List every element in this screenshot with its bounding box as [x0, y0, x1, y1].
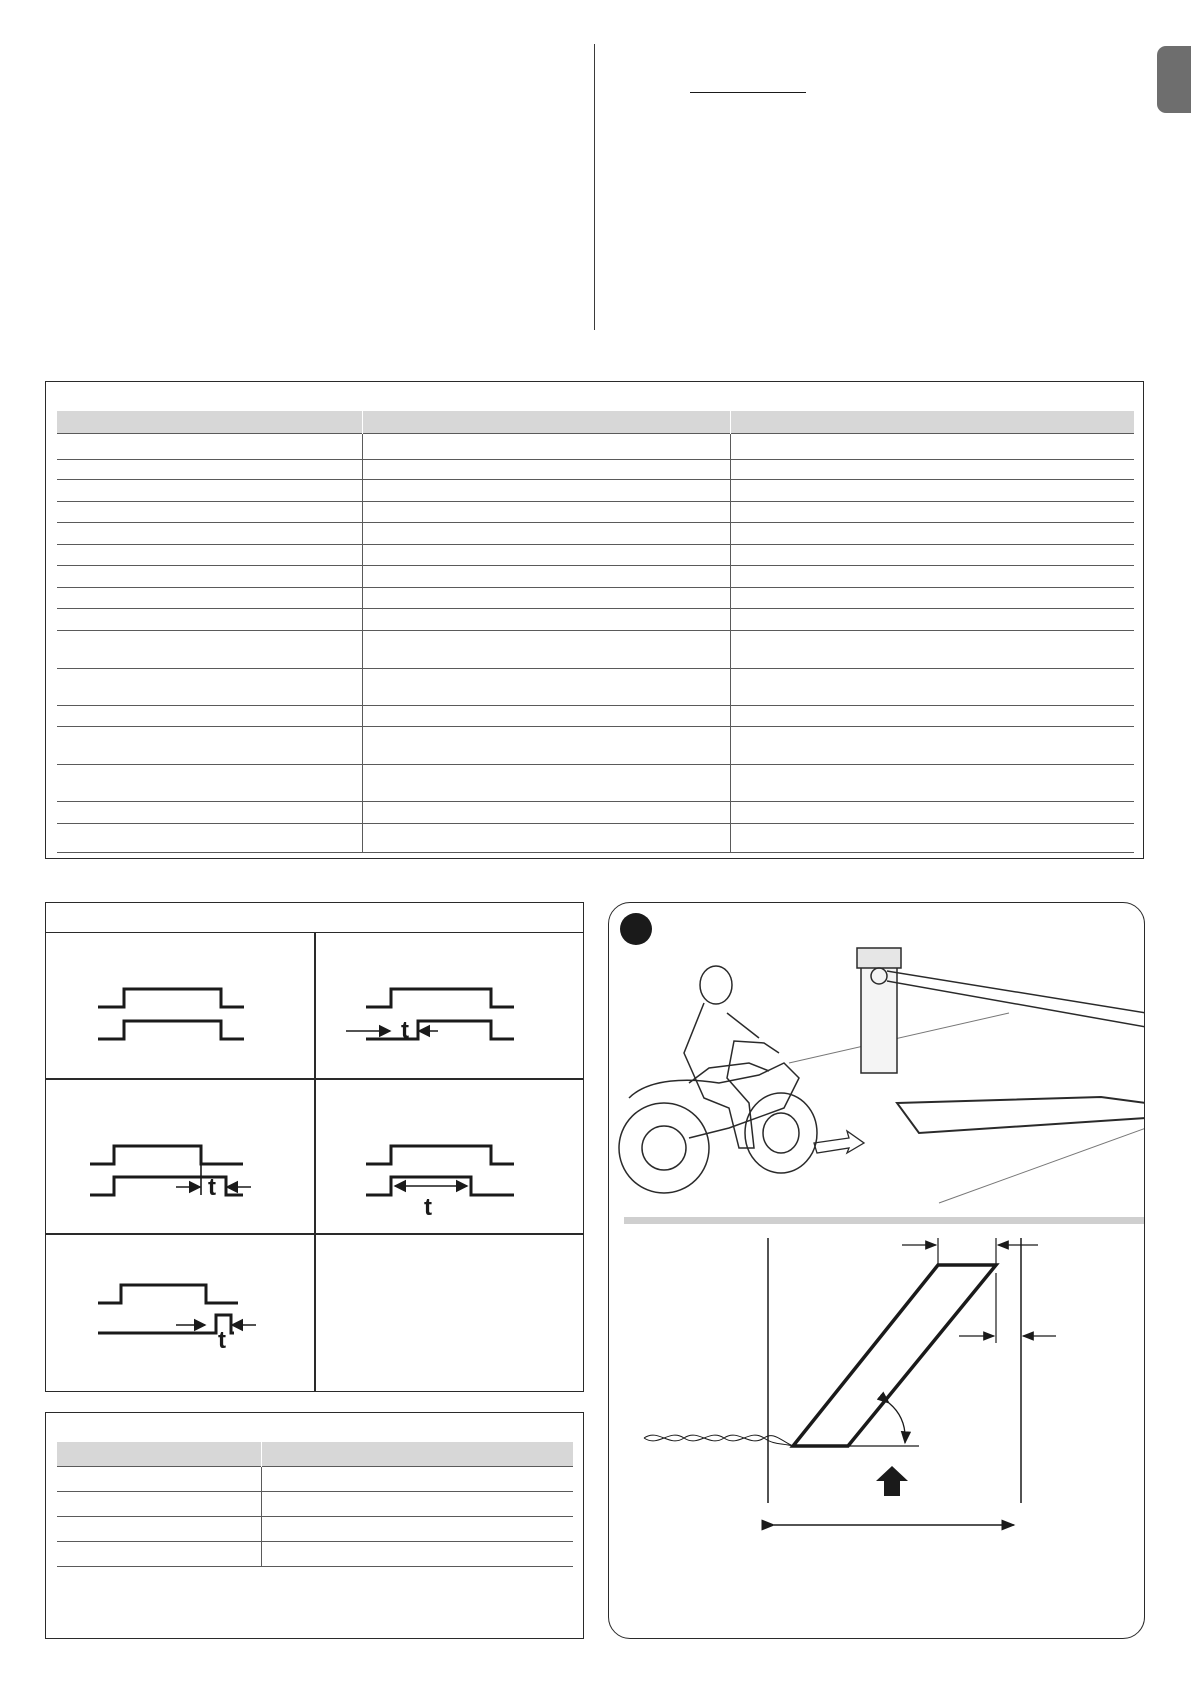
language-tab[interactable]: [1157, 46, 1191, 113]
table-row: [57, 434, 1134, 460]
up-arrow-icon: [876, 1466, 908, 1496]
timing-waveforms: [46, 933, 582, 1391]
specifications-panel: [45, 381, 1144, 859]
output-table: [57, 1442, 573, 1567]
table-row: [57, 1517, 573, 1542]
table-row: [57, 1492, 573, 1517]
motorcycle-scene: [619, 948, 1145, 1203]
column-divider: [594, 44, 595, 330]
table-row: [57, 669, 1134, 706]
table-row: [57, 727, 1134, 765]
table-header-cell: [261, 1442, 573, 1467]
figure-panel: [608, 902, 1145, 1639]
table-row: [57, 460, 1134, 480]
table-row: [57, 1542, 573, 1567]
time-label: t: [424, 1194, 432, 1221]
waveform-short-pulse: [366, 1146, 514, 1195]
rider: [684, 966, 779, 1148]
time-label: t: [208, 1174, 216, 1201]
waveform-in-phase: [98, 989, 244, 1039]
table-row: [57, 545, 1134, 566]
timing-diagrams-panel: [45, 902, 584, 1392]
waveform-pulse-after: [98, 1285, 238, 1333]
time-label: t: [218, 1327, 226, 1354]
time-label: t: [401, 1017, 409, 1044]
table-row: [57, 523, 1134, 545]
table-header-row: [57, 411, 1134, 434]
table-header-cell: [57, 411, 362, 434]
table-row: [57, 480, 1134, 502]
section-heading-underline: [690, 92, 806, 93]
table-header-cell: [730, 411, 1134, 434]
table-row: [57, 1467, 573, 1492]
specifications-table: [57, 411, 1134, 853]
figure-illustration: [609, 903, 1145, 1639]
table-row: [57, 824, 1134, 853]
waveform-delayed-end: [90, 1146, 243, 1195]
output-table-panel: [45, 1412, 584, 1639]
table-header-row: [57, 1442, 573, 1467]
table-row: [57, 609, 1134, 631]
loop-layout-diagram: [644, 1238, 1056, 1525]
table-header-cell: [362, 411, 730, 434]
table-row: [57, 802, 1134, 824]
motorcycle: [619, 1063, 817, 1193]
barrier-cabinet: [857, 948, 901, 1073]
timing-diagrams-header: [46, 903, 583, 933]
table-row: [57, 588, 1134, 609]
table-header-cell: [57, 1442, 261, 1467]
table-row: [57, 631, 1134, 669]
table-row: [57, 566, 1134, 588]
table-row: [57, 502, 1134, 523]
table-row: [57, 765, 1134, 802]
table-row: [57, 706, 1134, 727]
barrier-arm: [887, 971, 1145, 1027]
